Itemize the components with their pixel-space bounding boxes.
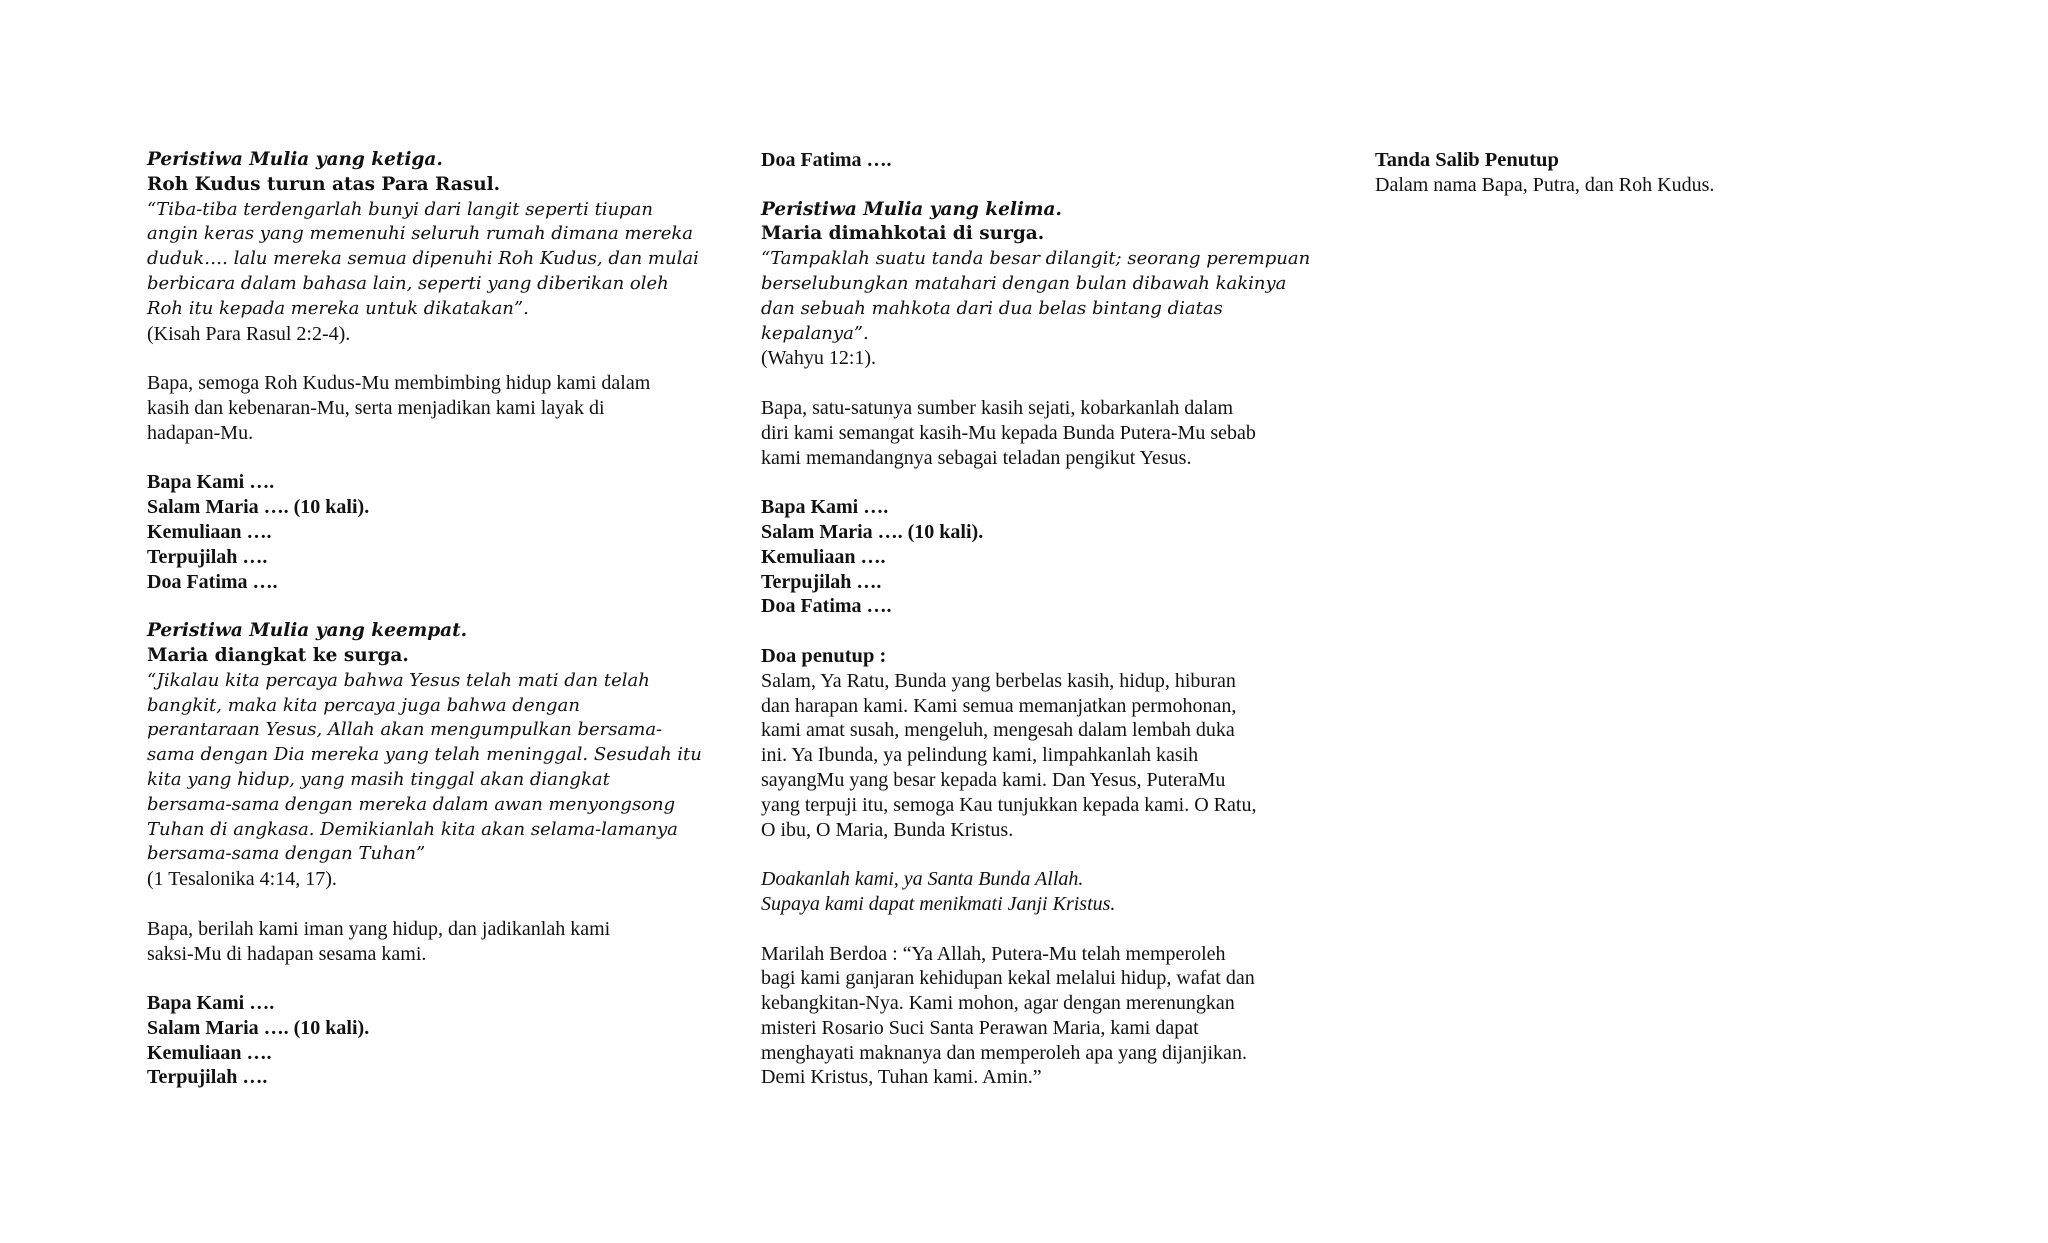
mystery-4-quote-line: perantaraan Yesus, Allah akan mengumpulkan bersama-	[147, 719, 663, 741]
spacer	[761, 173, 1321, 198]
prayer-item: Terpujilah ….	[761, 570, 882, 593]
column-2	[761, 148, 1321, 1090]
mystery-4-subtitle: Maria diangkat ke surga.	[147, 644, 409, 666]
spacer	[147, 446, 707, 471]
mystery-3-quote-line: angin keras yang memenuhi seluruh rumah dimana mereka	[147, 223, 694, 245]
mystery-5-subtitle: Maria dimahkotai di surga.	[761, 223, 1045, 245]
closing-prayer-line: sayangMu yang besar kepada kami. Dan Yesus, PuteraMu	[761, 768, 1226, 791]
mystery-4-title: Peristiwa Mulia yang keempat.	[147, 620, 468, 642]
closing-prayer-line: O ibu, O Maria, Bunda Kristus.	[761, 818, 1014, 841]
spacer	[147, 892, 707, 917]
final-prayer-line: menghayati maknanya dan memperoleh apa yang dijanjikan.	[761, 1041, 1247, 1064]
mystery-4-quote-line: bersama-sama dengan mereka dalam awan menyongsong	[147, 793, 676, 815]
final-prayer-line: misteri Rosario Suci Santa Perawan Maria, kami dapat	[761, 1016, 1199, 1039]
mystery-5-prayer-line: diri kami semangat kasih-Mu kepada Bunda Putera-Mu sebab	[761, 421, 1256, 444]
mystery-4-quote-line: sama dengan Dia mereka yang telah meninggal. Sesudah itu	[147, 744, 702, 766]
mystery-4-prayer-line: Bapa, berilah kami iman yang hidup, dan jadikanlah kami	[147, 917, 611, 940]
final-prayer-line: bagi kami ganjaran kehidupan kekal melalui hidup, wafat dan	[761, 967, 1255, 990]
mystery-5-prayer-line: Bapa, satu-satunya sumber kasih sejati, kobarkanlah dalam	[761, 396, 1234, 419]
closing-prayer-line: Salam, Ya Ratu, Bunda yang berbelas kasih, hidup, hiburan	[761, 669, 1236, 692]
mystery-3-prayer-line: kasih dan kebenaran-Mu, serta menjadikan kami layak di	[147, 396, 605, 419]
mystery-3-title: Peristiwa Mulia yang ketiga.	[147, 149, 443, 170]
mystery-4-prayer-line: saksi-Mu di hadapan sesama kami.	[147, 942, 427, 965]
closing-prayer-title: Doa penutup :	[761, 644, 887, 667]
mystery-4-quote-line: kita yang hidup, yang masih tinggal akan diangkat	[147, 768, 610, 790]
mystery-3-subtitle: Roh Kudus turun atas Para Rasul.	[147, 173, 501, 195]
prayer-item: Doa Fatima ….	[147, 570, 278, 593]
spacer	[761, 371, 1321, 396]
spacer	[761, 619, 1321, 644]
prayer-item: Doa Fatima ….	[761, 149, 892, 171]
mystery-5-quote-line: dan sebuah mahkota dari dua belas bintang diatas	[761, 297, 1223, 319]
versicle-line: Doakanlah kami, ya Santa Bunda Allah.	[761, 868, 1084, 891]
mystery-4-quote-line: bangkit, maka kita percaya juga bahwa dengan	[147, 694, 580, 716]
column-1	[147, 148, 707, 1090]
prayer-item: Salam Maria …. (10 kali).	[147, 496, 370, 519]
mystery-4-quote-line: bersama-sama dengan Tuhan”	[147, 843, 426, 865]
mystery-3-quote-line: Roh itu kepada mereka untuk dikatakan”.	[147, 297, 529, 319]
prayer-item: Kemuliaan ….	[147, 1041, 272, 1064]
sign-of-cross-title: Tanda Salib Penutup	[1375, 149, 1559, 171]
final-prayer-line: Marilah Berdoa : “Ya Allah, Putera-Mu telah memperoleh	[761, 942, 1226, 965]
spacer	[761, 842, 1321, 867]
closing-prayer-line: dan harapan kami. Kami semua memanjatkan permohonan,	[761, 694, 1237, 717]
mystery-4-quote-line: Tuhan di angkasa. Demikianlah kita akan selama-lamanya	[147, 818, 678, 840]
spacer	[761, 470, 1321, 495]
mystery-3-prayer-line: hadapan-Mu.	[147, 421, 254, 444]
column-3	[1375, 148, 1935, 198]
mystery-5-quote-line: kepalanya”.	[761, 322, 869, 344]
final-prayer-line: kebangkitan-Nya. Kami mohon, agar dengan merenungkan	[761, 992, 1235, 1015]
prayer-item: Terpujilah ….	[147, 545, 268, 568]
prayer-item: Doa Fatima ….	[761, 595, 892, 618]
mystery-5-title: Peristiwa Mulia yang kelima.	[761, 198, 1062, 220]
closing-prayer-line: yang terpuji itu, semoga Kau tunjukkan kepada kami. O Ratu,	[761, 793, 1257, 816]
prayer-item: Kemuliaan ….	[761, 545, 886, 568]
mystery-5-quote-line: berselubungkan matahari dengan bulan dibawah kakinya	[761, 272, 1287, 294]
mystery-3-prayer-line: Bapa, semoga Roh Kudus-Mu membimbing hidup kami dalam	[147, 372, 651, 395]
prayer-item: Terpujilah ….	[147, 1066, 268, 1089]
sign-of-cross-text: Dalam nama Bapa, Putra, dan Roh Kudus.	[1375, 173, 1715, 196]
mystery-4-quote-line: “Jikalau kita percaya bahwa Yesus telah mati dan telah	[147, 669, 650, 691]
spacer	[761, 917, 1321, 942]
prayer-item: Salam Maria …. (10 kali).	[761, 520, 984, 543]
spacer	[147, 594, 707, 619]
mystery-5-prayer-line: kami memandangnya sebagai teladan pengikut Yesus.	[761, 446, 1192, 469]
mystery-5-quote-line: “Tampaklah suatu tanda besar dilangit; seorang perempuan	[761, 248, 1311, 270]
mystery-3-quote-line: berbicara dalam bahasa lain, seperti yang diberikan oleh	[147, 272, 669, 294]
spacer	[147, 966, 707, 991]
final-prayer-line: Demi Kristus, Tuhan kami. Amin.”	[761, 1066, 1042, 1089]
mystery-5-scripture-reference: (Wahyu 12:1).	[761, 347, 877, 370]
closing-prayer-line: ini. Ya Ibunda, ya pelindung kami, limpahkanlah kasih	[761, 744, 1199, 767]
prayer-item: Bapa Kami ….	[147, 471, 275, 494]
prayer-item: Salam Maria …. (10 kali).	[147, 1016, 370, 1039]
spacer	[147, 346, 707, 371]
mystery-3-quote-line: “Tiba-tiba terdengarlah bunyi dari langit seperti tiupan	[147, 198, 654, 220]
mystery-3-scripture-reference: (Kisah Para Rasul 2:2-4).	[147, 322, 351, 345]
prayer-item: Kemuliaan ….	[147, 520, 272, 543]
mystery-4-scripture-reference: (1 Tesalonika 4:14, 17).	[147, 868, 337, 891]
prayer-item: Bapa Kami ….	[761, 496, 889, 519]
prayer-item: Bapa Kami ….	[147, 992, 275, 1015]
closing-prayer-line: kami amat susah, mengeluh, mengesah dalam lembah duka	[761, 719, 1235, 742]
mystery-3-quote-line: duduk…. lalu mereka semua dipenuhi Roh Kudus, dan mulai	[147, 248, 699, 270]
response-line: Supaya kami dapat menikmati Janji Kristus.	[761, 892, 1116, 915]
